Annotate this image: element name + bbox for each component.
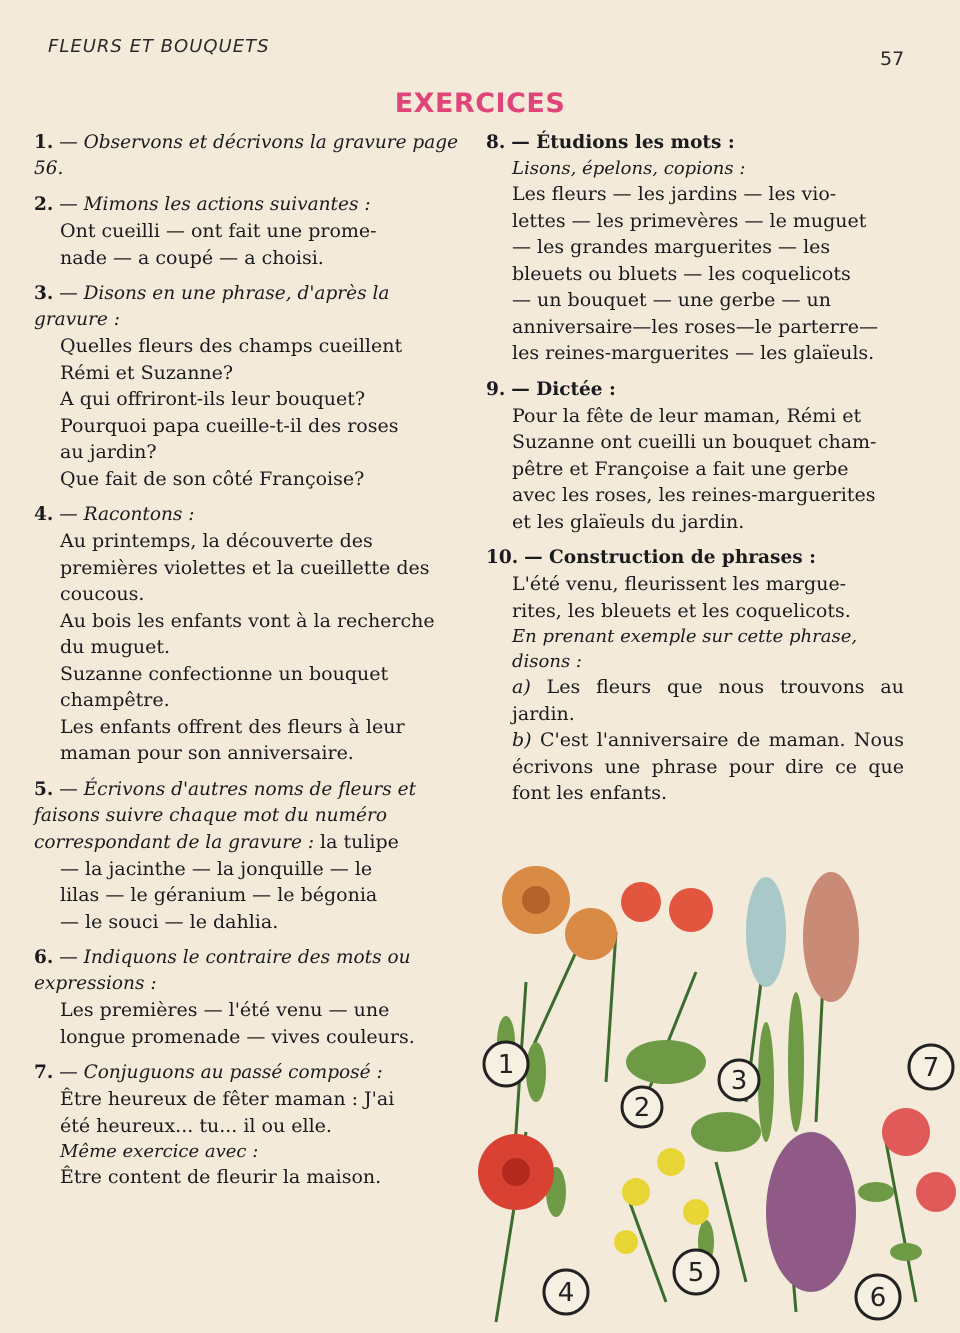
text-line: avec les roses, les reines-marguerites [512, 484, 876, 506]
exercise-heading: — Racontons : [59, 504, 195, 525]
exercise-8 [486, 130, 904, 367]
text-line: maman pour son anniversaire. [60, 742, 354, 764]
exercise-heading: — Étudions les mots : [511, 132, 735, 153]
exercise-number: 10. [486, 547, 519, 568]
page-title: EXERCICES [394, 88, 566, 119]
flowers-illustration [466, 862, 960, 1333]
text-line: champêtre. [60, 689, 170, 711]
exercise-1 [34, 130, 460, 182]
sub-instruction: Même exercice avec : [60, 1141, 259, 1162]
text-line: pêtre et Françoise a fait une gerbe [512, 457, 849, 480]
illustration-label-2: 2 [633, 1093, 651, 1123]
text-line: Suzanne ont cueilli un bouquet cham- [512, 431, 877, 453]
text-line: bleuets ou bluets — les coquelicots [512, 262, 851, 285]
left-column [34, 130, 460, 1201]
illustration-label-3: 3 [730, 1066, 748, 1096]
text-line: Quelles fleurs des champs cueillent [60, 335, 403, 357]
text-line: Les fleurs — les jardins — les vio- [512, 183, 837, 205]
text-line: Suzanne confectionne un bouquet [60, 662, 389, 685]
right-column [486, 130, 904, 817]
exercise-number: 1. [34, 132, 54, 153]
item-text: C'est l'anniversaire de maman. Nous écrivons une phrase pour dire ce que font les enfants. [512, 729, 904, 804]
exercise-heading-tail: la tulipe [320, 830, 399, 853]
text-line: Les premières — l'été venu — une [60, 999, 390, 1021]
text-line: Que fait de son côté Françoise? [60, 467, 365, 490]
running-head: FLEURS ET BOUQUETS [48, 36, 270, 57]
item-b [512, 727, 904, 807]
text-line: — la jacinthe — la jonquille — le [60, 857, 373, 880]
text-line: rites, les bleuets et les coquelicots. [512, 599, 851, 622]
item-label: b) [512, 729, 532, 751]
text-line: Pour la fête de leur maman, Rémi et [512, 404, 862, 427]
text-line: Les enfants offrent des fleurs à leur [60, 715, 405, 738]
illustration-label-4: 4 [557, 1278, 575, 1308]
text-line: A qui offriront-ils leur bouquet? [60, 388, 366, 410]
exercise-2 [34, 192, 460, 271]
exercise-number: 9. [486, 378, 506, 400]
illustration-label-5: 5 [687, 1258, 705, 1288]
sub-instruction: En prenant exemple sur cette phrase, disons : [512, 626, 858, 672]
exercise-number: 3. [34, 283, 54, 304]
page-number: 57 [880, 48, 905, 70]
exercise-heading: — Écrivons d'autres noms de fleurs et faisons suivre chaque mot du numéro correspondant de la gravure : [34, 778, 417, 853]
text-line: été heureux... tu... il ou elle. [60, 1114, 332, 1137]
exercise-number: 4. [34, 504, 54, 525]
exercise-10 [486, 545, 904, 807]
text-line: Rémi et Suzanne? [60, 361, 234, 384]
text-line: Pourquoi papa cueille-t-il des roses [60, 414, 399, 437]
exercise-heading: — Observons et décrivons la gravure page 56. [34, 132, 459, 179]
item-text: Les fleurs que nous trouvons au jardin. [512, 676, 904, 725]
text-line: du muguet. [60, 636, 171, 658]
text-line: lilas — le géranium — le bégonia [60, 884, 378, 906]
illustration-label-7: 7 [922, 1053, 940, 1083]
exercise-number: 6. [34, 947, 54, 968]
text-line: les reines-marguerites — les glaïeuls. [512, 342, 875, 364]
exercise-heading: — Dictée : [511, 378, 616, 400]
exercise-6 [34, 945, 460, 1050]
exercise-9 [486, 377, 904, 536]
text-line: nade — a coupé — a choisi. [60, 246, 324, 269]
illustration-label-1: 1 [497, 1050, 515, 1080]
illustration-label-6: 6 [869, 1283, 887, 1313]
exercise-3 [34, 281, 460, 492]
text-line: coucous. [60, 583, 145, 605]
text-line: Au bois les enfants vont à la recherche [60, 609, 435, 632]
text-line: au jardin? [60, 441, 157, 463]
text-line: L'été venu, fleurissent les margue- [512, 573, 847, 595]
sub-instruction: Lisons, épelons, copions : [512, 158, 746, 179]
text-line: — un bouquet — une gerbe — un [512, 289, 831, 311]
text-line: anniversaire—les roses—le parterre— [512, 315, 879, 338]
exercise-5 [34, 777, 460, 936]
text-line: Ont cueilli — ont fait une prome- [60, 220, 377, 242]
text-line: longue promenade — vives couleurs. [60, 1025, 415, 1048]
exercise-4 [34, 502, 460, 767]
exercise-number: 2. [34, 194, 54, 215]
text-line: — les grandes marguerites — les [512, 236, 831, 258]
text-line: et les glaïeuls du jardin. [512, 510, 745, 533]
text-line: lettes — les primevères — le muguet [512, 209, 867, 232]
text-line: premières violettes et la cueillette des [60, 556, 430, 579]
item-a [512, 674, 904, 727]
exercise-heading: — Construction de phrases : [524, 547, 816, 568]
exercise-heading: — Conjuguons au passé composé : [59, 1062, 383, 1083]
exercise-heading: — Indiquons le contraire des mots ou expressions : [34, 947, 411, 994]
text-line: — le souci — le dahlia. [60, 910, 279, 933]
exercise-heading: — Disons en une phrase, d'après la gravure : [34, 283, 390, 330]
text-line: Au printemps, la découverte des [60, 530, 373, 552]
text-line: Être content de fleurir la maison. [60, 1166, 382, 1188]
exercise-number: 7. [34, 1062, 54, 1083]
exercise-number: 5. [34, 778, 54, 800]
text-line: Être heureux de fêter maman : J'ai [60, 1088, 395, 1110]
exercise-heading: — Mimons les actions suivantes : [59, 194, 371, 215]
exercise-7 [34, 1060, 460, 1191]
item-label: a) [512, 676, 531, 698]
exercise-number: 8. [486, 132, 506, 153]
